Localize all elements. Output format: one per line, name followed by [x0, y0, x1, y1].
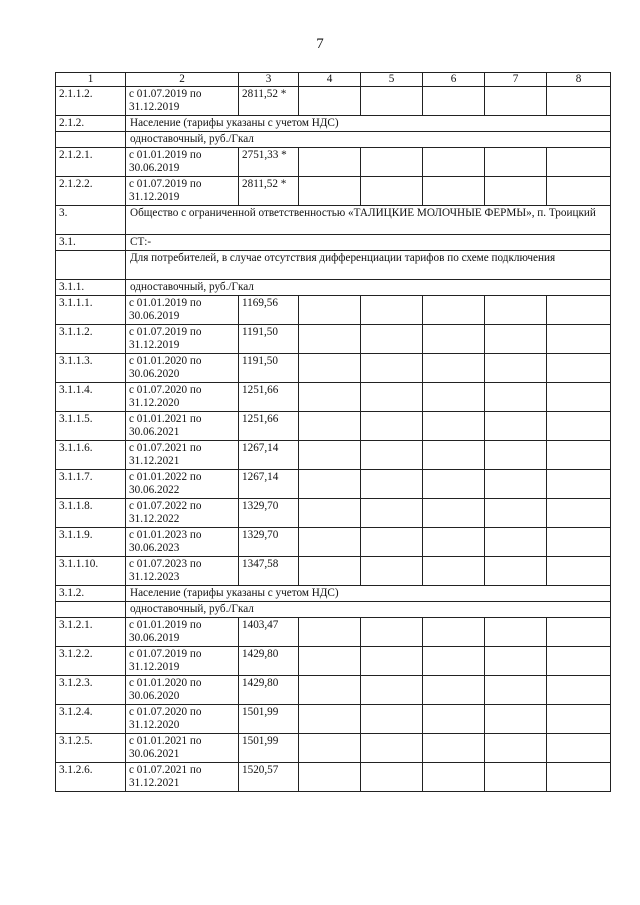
empty-cell — [361, 557, 423, 586]
table-row — [56, 528, 611, 557]
empty-cell — [547, 148, 611, 177]
empty-cell — [423, 528, 485, 557]
row-period: с 01.07.2019 по 31.12.2019 — [126, 647, 239, 676]
row-tariff-value: 1501,99 — [239, 705, 299, 734]
empty-cell — [299, 763, 361, 792]
empty-cell — [485, 557, 547, 586]
empty-cell — [547, 676, 611, 705]
section-title: Для потребителей, в случае отсутствия дифференциации тарифов по схеме подключения — [126, 251, 611, 280]
section-title: Население (тарифы указаны с учетом НДС) — [126, 586, 611, 602]
empty-cell — [299, 557, 361, 586]
empty-cell — [423, 734, 485, 763]
table-row — [56, 618, 611, 647]
row-number: 3. — [56, 206, 126, 235]
empty-cell — [423, 470, 485, 499]
empty-cell — [299, 499, 361, 528]
empty-cell — [361, 383, 423, 412]
column-header: 7 — [485, 73, 547, 87]
empty-cell — [361, 618, 423, 647]
row-tariff-value: 2811,52 * — [239, 87, 299, 116]
empty-cell — [299, 354, 361, 383]
empty-cell — [361, 705, 423, 734]
column-header: 6 — [423, 73, 485, 87]
table-row — [56, 647, 611, 676]
row-number: 2.1.2.1. — [56, 148, 126, 177]
row-number: 3.1.1.3. — [56, 354, 126, 383]
row-number — [56, 251, 126, 280]
row-tariff-value: 1191,50 — [239, 325, 299, 354]
section-row — [56, 235, 611, 251]
row-number: 2.1.2. — [56, 116, 126, 132]
section-row — [56, 206, 611, 235]
row-number: 3.1.1.5. — [56, 412, 126, 441]
row-period: с 01.07.2019 по 31.12.2019 — [126, 87, 239, 116]
table-row — [56, 148, 611, 177]
empty-cell — [485, 734, 547, 763]
table-row — [56, 734, 611, 763]
row-period: с 01.07.2022 по 31.12.2022 — [126, 499, 239, 528]
tariff-table — [55, 72, 611, 792]
empty-cell — [299, 441, 361, 470]
empty-cell — [299, 412, 361, 441]
empty-cell — [361, 296, 423, 325]
row-number: 3.1.1.10. — [56, 557, 126, 586]
empty-cell — [485, 412, 547, 441]
row-period: с 01.01.2020 по 30.06.2020 — [126, 676, 239, 705]
column-header: 8 — [547, 73, 611, 87]
empty-cell — [547, 177, 611, 206]
empty-cell — [361, 734, 423, 763]
row-tariff-value: 1251,66 — [239, 383, 299, 412]
row-number: 3.1.1.9. — [56, 528, 126, 557]
section-title: СТ:- — [126, 235, 611, 251]
row-number — [56, 602, 126, 618]
table-row — [56, 557, 611, 586]
empty-cell — [485, 470, 547, 499]
empty-cell — [485, 325, 547, 354]
row-number: 3.1.2.3. — [56, 676, 126, 705]
section-title: Общество с ограниченной ответственностью «ТАЛИЦКИЕ МОЛОЧНЫЕ ФЕРМЫ», п. Троицкий — [126, 206, 611, 235]
empty-cell — [547, 470, 611, 499]
row-tariff-value: 1501,99 — [239, 734, 299, 763]
row-number: 3.1.1.4. — [56, 383, 126, 412]
row-period: с 01.07.2019 по 31.12.2019 — [126, 325, 239, 354]
row-tariff-value: 1429,80 — [239, 676, 299, 705]
row-number: 3.1.2.4. — [56, 705, 126, 734]
row-period: с 01.01.2023 по 30.06.2023 — [126, 528, 239, 557]
empty-cell — [485, 383, 547, 412]
table-row — [56, 441, 611, 470]
empty-cell — [299, 148, 361, 177]
empty-cell — [361, 470, 423, 499]
empty-cell — [485, 441, 547, 470]
empty-cell — [423, 557, 485, 586]
row-number: 3.1.1.2. — [56, 325, 126, 354]
row-period: с 01.01.2019 по 30.06.2019 — [126, 618, 239, 647]
empty-cell — [423, 354, 485, 383]
row-tariff-value: 1169,56 — [239, 296, 299, 325]
row-number: 3.1.1.1. — [56, 296, 126, 325]
table-row — [56, 763, 611, 792]
row-period: с 01.07.2020 по 31.12.2020 — [126, 383, 239, 412]
column-header: 1 — [56, 73, 126, 87]
section-row — [56, 586, 611, 602]
row-number: 3.1.2.6. — [56, 763, 126, 792]
empty-cell — [423, 148, 485, 177]
row-period: с 01.01.2022 по 30.06.2022 — [126, 470, 239, 499]
empty-cell — [423, 705, 485, 734]
row-period: с 01.07.2021 по 31.12.2021 — [126, 441, 239, 470]
empty-cell — [547, 354, 611, 383]
row-tariff-value: 2811,52 * — [239, 177, 299, 206]
row-number: 3.1.1. — [56, 280, 126, 296]
empty-cell — [299, 734, 361, 763]
empty-cell — [485, 87, 547, 116]
empty-cell — [423, 325, 485, 354]
empty-cell — [299, 177, 361, 206]
empty-cell — [485, 354, 547, 383]
row-tariff-value: 1329,70 — [239, 528, 299, 557]
section-row — [56, 251, 611, 280]
table-row — [56, 470, 611, 499]
empty-cell — [361, 412, 423, 441]
empty-cell — [547, 441, 611, 470]
empty-cell — [361, 325, 423, 354]
column-header: 4 — [299, 73, 361, 87]
empty-cell — [485, 528, 547, 557]
column-header: 5 — [361, 73, 423, 87]
row-number: 3.1.1.7. — [56, 470, 126, 499]
empty-cell — [547, 296, 611, 325]
table-header-row — [56, 73, 611, 87]
row-tariff-value: 1520,57 — [239, 763, 299, 792]
row-tariff-value: 1191,50 — [239, 354, 299, 383]
row-period: с 01.01.2021 по 30.06.2021 — [126, 412, 239, 441]
section-row — [56, 602, 611, 618]
table-row — [56, 705, 611, 734]
row-tariff-value: 1429,80 — [239, 647, 299, 676]
empty-cell — [361, 528, 423, 557]
empty-cell — [423, 296, 485, 325]
empty-cell — [485, 499, 547, 528]
empty-cell — [485, 148, 547, 177]
tariff-table-body — [56, 73, 611, 792]
row-number: 3.1.2. — [56, 586, 126, 602]
empty-cell — [361, 177, 423, 206]
empty-cell — [547, 499, 611, 528]
row-number: 3.1.2.1. — [56, 618, 126, 647]
empty-cell — [299, 705, 361, 734]
empty-cell — [485, 705, 547, 734]
column-header: 2 — [126, 73, 239, 87]
table-row — [56, 499, 611, 528]
row-tariff-value: 1403,47 — [239, 618, 299, 647]
row-number: 2.1.2.2. — [56, 177, 126, 206]
row-number: 3.1.1.8. — [56, 499, 126, 528]
empty-cell — [299, 87, 361, 116]
row-period: с 01.01.2019 по 30.06.2019 — [126, 296, 239, 325]
empty-cell — [547, 412, 611, 441]
empty-cell — [299, 647, 361, 676]
empty-cell — [547, 734, 611, 763]
empty-cell — [547, 647, 611, 676]
row-tariff-value: 2751,33 * — [239, 148, 299, 177]
empty-cell — [299, 296, 361, 325]
empty-cell — [485, 763, 547, 792]
row-period: с 01.07.2021 по 31.12.2021 — [126, 763, 239, 792]
row-tariff-value: 1267,14 — [239, 441, 299, 470]
empty-cell — [547, 705, 611, 734]
empty-cell — [361, 87, 423, 116]
table-row — [56, 87, 611, 116]
empty-cell — [423, 87, 485, 116]
empty-cell — [485, 618, 547, 647]
empty-cell — [547, 383, 611, 412]
row-number: 3.1.2.5. — [56, 734, 126, 763]
table-row — [56, 325, 611, 354]
empty-cell — [485, 647, 547, 676]
empty-cell — [547, 325, 611, 354]
empty-cell — [547, 528, 611, 557]
row-period: с 01.01.2020 по 30.06.2020 — [126, 354, 239, 383]
empty-cell — [299, 383, 361, 412]
table-row — [56, 383, 611, 412]
empty-cell — [299, 470, 361, 499]
page-number: 7 — [316, 36, 324, 52]
section-row — [56, 116, 611, 132]
row-number: 3.1.2.2. — [56, 647, 126, 676]
row-tariff-value: 1329,70 — [239, 499, 299, 528]
section-title: Население (тарифы указаны с учетом НДС) — [126, 116, 611, 132]
empty-cell — [361, 441, 423, 470]
column-header: 3 — [239, 73, 299, 87]
row-period: с 01.07.2020 по 31.12.2020 — [126, 705, 239, 734]
empty-cell — [485, 296, 547, 325]
empty-cell — [485, 676, 547, 705]
empty-cell — [485, 177, 547, 206]
table-row — [56, 296, 611, 325]
empty-cell — [361, 499, 423, 528]
row-period: с 01.01.2019 по 30.06.2019 — [126, 148, 239, 177]
empty-cell — [361, 354, 423, 383]
empty-cell — [299, 528, 361, 557]
empty-cell — [423, 383, 485, 412]
empty-cell — [423, 499, 485, 528]
table-row — [56, 177, 611, 206]
empty-cell — [361, 647, 423, 676]
section-row — [56, 280, 611, 296]
empty-cell — [423, 647, 485, 676]
section-title: одноставочный, руб./Гкал — [126, 280, 611, 296]
empty-cell — [423, 676, 485, 705]
empty-cell — [547, 557, 611, 586]
empty-cell — [423, 412, 485, 441]
empty-cell — [547, 618, 611, 647]
table-row — [56, 354, 611, 383]
row-period: с 01.01.2021 по 30.06.2021 — [126, 734, 239, 763]
row-number — [56, 132, 126, 148]
empty-cell — [423, 763, 485, 792]
row-tariff-value: 1251,66 — [239, 412, 299, 441]
row-period: с 01.07.2023 по 31.12.2023 — [126, 557, 239, 586]
table-row — [56, 412, 611, 441]
row-tariff-value: 1267,14 — [239, 470, 299, 499]
empty-cell — [423, 441, 485, 470]
empty-cell — [299, 325, 361, 354]
row-number: 3.1. — [56, 235, 126, 251]
row-period: с 01.07.2019 по 31.12.2019 — [126, 177, 239, 206]
section-row — [56, 132, 611, 148]
empty-cell — [423, 177, 485, 206]
empty-cell — [547, 763, 611, 792]
section-title: одноставочный, руб./Гкал — [126, 132, 611, 148]
row-number: 3.1.1.6. — [56, 441, 126, 470]
row-number: 2.1.1.2. — [56, 87, 126, 116]
empty-cell — [361, 676, 423, 705]
table-row — [56, 676, 611, 705]
empty-cell — [299, 618, 361, 647]
row-tariff-value: 1347,58 — [239, 557, 299, 586]
empty-cell — [299, 676, 361, 705]
empty-cell — [547, 87, 611, 116]
empty-cell — [361, 148, 423, 177]
section-title: одноставочный, руб./Гкал — [126, 602, 611, 618]
empty-cell — [423, 618, 485, 647]
empty-cell — [361, 763, 423, 792]
